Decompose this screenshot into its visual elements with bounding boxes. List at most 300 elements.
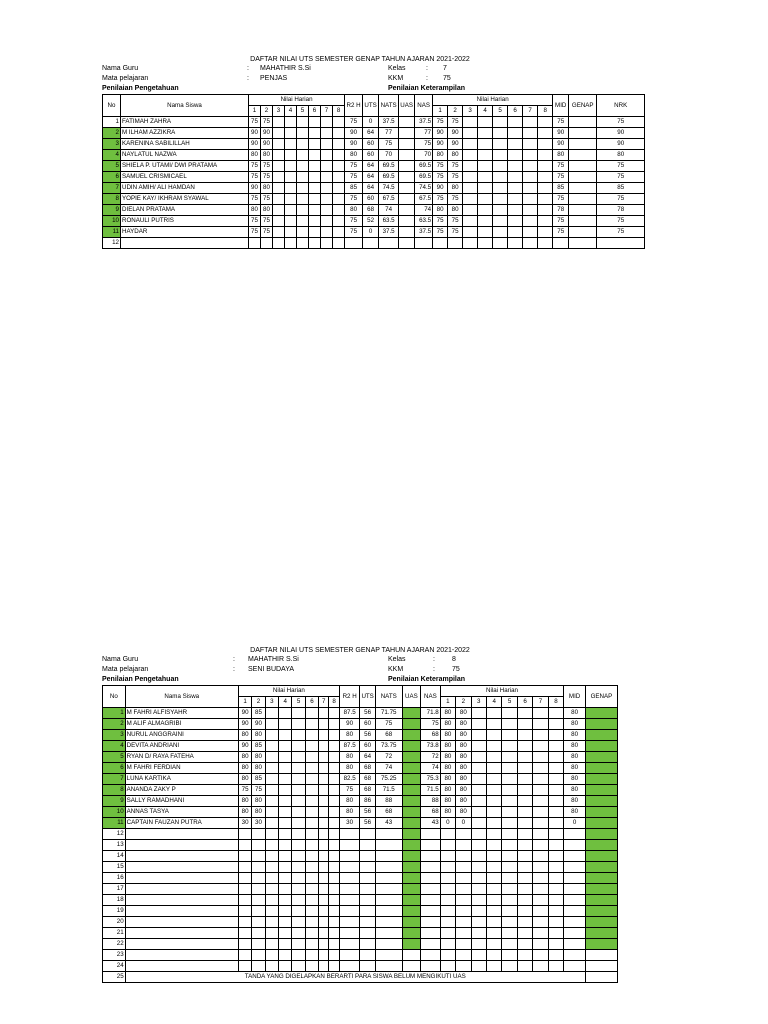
keterampilan-cell: 75	[433, 227, 448, 238]
keterampilan-cell	[508, 238, 523, 249]
keterampilan-cell	[502, 928, 517, 939]
nrk-cell: 75	[597, 216, 645, 227]
keterampilan-cell	[533, 785, 548, 796]
nilai-harian-cell	[321, 194, 333, 205]
table-row	[103, 216, 645, 227]
nilai-harian-cell	[297, 216, 309, 227]
r2h-cell: 80	[345, 205, 363, 216]
nilai-harian-cell	[319, 730, 329, 741]
nilai-harian-cell	[265, 774, 278, 785]
r2h-cell: 85	[345, 183, 363, 194]
uts-cell	[360, 873, 375, 884]
mid-cell: 80	[564, 807, 586, 818]
uts-cell: 86	[360, 796, 375, 807]
sheet-penjas	[102, 55, 628, 249]
uas-cell	[402, 851, 421, 862]
nats-cell: 37.5	[379, 117, 399, 128]
nilai-harian-cell	[319, 862, 329, 873]
keterampilan-cell	[502, 906, 517, 917]
keterampilan-cell	[533, 708, 548, 719]
keterampilan-cell	[440, 840, 455, 851]
guru-name: MAHATHIR S.Si	[248, 656, 299, 663]
nilai-harian-cell: 90	[261, 139, 273, 150]
header-day-7: 7	[321, 106, 333, 117]
keterampilan-cell	[493, 183, 508, 194]
nilai-harian-cell	[329, 895, 339, 906]
nilai-harian-cell	[252, 939, 265, 950]
nilai-harian-cell	[265, 719, 278, 730]
header-day-6: 6	[305, 697, 318, 708]
keterampilan-cell	[463, 227, 478, 238]
keterampilan-cell	[448, 238, 463, 249]
r2h-cell: 90	[339, 719, 360, 730]
nas-cell: 70	[415, 150, 433, 161]
keterampilan-cell	[533, 862, 548, 873]
nats-cell	[375, 851, 402, 862]
student-name	[125, 884, 238, 895]
nilai-harian-cell: 80	[238, 796, 251, 807]
keterampilan-cell	[502, 741, 517, 752]
nilai-harian-cell	[285, 227, 297, 238]
grade-table-penjas	[102, 94, 645, 249]
mid-cell	[564, 829, 586, 840]
r2h-cell	[339, 873, 360, 884]
keterampilan-cell	[548, 785, 564, 796]
uas-cell	[402, 884, 421, 895]
row-number: 3	[103, 139, 121, 150]
mid-cell	[564, 851, 586, 862]
keterampilan-cell	[523, 161, 538, 172]
nilai-harian-cell	[279, 796, 292, 807]
nilai-harian-cell	[285, 161, 297, 172]
uts-cell	[360, 829, 375, 840]
nilai-harian-cell	[252, 895, 265, 906]
nilai-harian-cell	[292, 719, 305, 730]
keterampilan-cell: 80	[448, 183, 463, 194]
nilai-harian-cell	[297, 172, 309, 183]
keterampilan-cell: 80	[456, 763, 471, 774]
keterampilan-cell	[548, 961, 564, 972]
keterampilan-cell	[487, 763, 502, 774]
uts-cell: 68	[360, 785, 375, 796]
nilai-harian-cell	[292, 906, 305, 917]
nilai-harian-cell	[279, 851, 292, 862]
keterampilan-cell	[508, 128, 523, 139]
nilai-harian-cell: 75	[238, 785, 251, 796]
keterampilan-cell	[533, 840, 548, 851]
keterampilan-cell	[471, 774, 486, 785]
nilai-harian-cell	[292, 961, 305, 972]
uts-cell	[360, 961, 375, 972]
mid-cell	[564, 895, 586, 906]
keterampilan-cell	[502, 785, 517, 796]
nilai-harian-cell	[305, 906, 318, 917]
keterampilan-cell: 75	[448, 117, 463, 128]
keterampilan-cell	[517, 774, 532, 785]
nilai-harian-cell	[273, 117, 285, 128]
keterampilan-cell	[456, 862, 471, 873]
keterampilan-cell	[508, 194, 523, 205]
colon: :	[233, 666, 235, 673]
mid-cell	[564, 862, 586, 873]
nilai-harian-cell: 85	[252, 774, 265, 785]
nilai-harian-cell	[273, 161, 285, 172]
nilai-harian-cell	[279, 818, 292, 829]
keterampilan-cell	[538, 128, 553, 139]
keterampilan-cell	[502, 829, 517, 840]
keterampilan-cell	[502, 950, 517, 961]
mid-cell: 75	[553, 172, 569, 183]
keterampilan-cell	[440, 950, 455, 961]
student-name: HAYDAR	[121, 227, 249, 238]
keterampilan-cell	[517, 763, 532, 774]
nilai-harian-cell	[297, 205, 309, 216]
uts-cell: 60	[360, 719, 375, 730]
header-genap: GENAP	[569, 95, 597, 117]
keterampilan-cell: 80	[456, 796, 471, 807]
nilai-harian-cell	[279, 873, 292, 884]
table-row	[103, 128, 645, 139]
header-genap: GENAP	[585, 686, 617, 708]
mid-cell	[564, 950, 586, 961]
row-number: 24	[103, 961, 126, 972]
keterampilan-cell: 80	[456, 807, 471, 818]
nilai-harian-cell	[305, 807, 318, 818]
keterampilan-cell	[463, 161, 478, 172]
genap-cell	[585, 752, 617, 763]
nilai-harian-cell	[329, 708, 339, 719]
nilai-harian-cell	[252, 873, 265, 884]
nas-cell	[421, 851, 441, 862]
keterampilan-cell	[471, 884, 486, 895]
nilai-harian-cell	[297, 238, 309, 249]
nilai-harian-cell	[273, 139, 285, 150]
keterampilan-cell	[533, 950, 548, 961]
table-row	[103, 139, 645, 150]
uts-cell: 60	[363, 194, 379, 205]
nilai-harian-cell	[319, 807, 329, 818]
keterampilan-cell	[493, 117, 508, 128]
nilai-harian-cell	[238, 884, 251, 895]
table-row	[103, 719, 618, 730]
keterampilan-cell	[463, 172, 478, 183]
keterampilan-cell	[533, 829, 548, 840]
row-number: 14	[103, 851, 126, 862]
header-day-2: 2	[448, 106, 463, 117]
keterampilan-cell: 80	[440, 785, 455, 796]
nilai-harian-cell	[238, 950, 251, 961]
nilai-harian-cell	[333, 139, 345, 150]
nilai-harian-cell	[329, 741, 339, 752]
keterampilan-cell	[548, 807, 564, 818]
uts-cell: 68	[360, 774, 375, 785]
nilai-harian-cell	[292, 774, 305, 785]
r2h-cell: 75	[345, 172, 363, 183]
nats-cell	[375, 873, 402, 884]
table-row	[103, 150, 645, 161]
nilai-harian-cell	[321, 117, 333, 128]
nas-cell: 74	[421, 763, 441, 774]
sheet2-meta-row2	[102, 665, 618, 675]
nilai-harian-cell	[329, 961, 339, 972]
genap-cell	[585, 906, 617, 917]
genap-cell	[585, 785, 617, 796]
nilai-harian-cell	[252, 917, 265, 928]
student-name	[125, 928, 238, 939]
uts-cell	[360, 884, 375, 895]
nats-cell: 75	[379, 139, 399, 150]
nilai-harian-cell	[319, 774, 329, 785]
nilai-harian-cell	[329, 774, 339, 785]
nilai-harian-cell	[285, 216, 297, 227]
nilai-harian-cell	[321, 128, 333, 139]
keterampilan-cell	[487, 752, 502, 763]
nilai-harian-cell	[279, 774, 292, 785]
table-row	[103, 840, 618, 851]
keterampilan-cell	[517, 785, 532, 796]
nats-cell: 70	[379, 150, 399, 161]
nilai-harian-cell: 75	[261, 227, 273, 238]
nilai-harian-cell	[333, 150, 345, 161]
keterampilan-cell	[502, 884, 517, 895]
keterampilan-cell	[538, 161, 553, 172]
keterampilan-cell	[533, 796, 548, 807]
uts-cell: 56	[360, 730, 375, 741]
header-day-8: 8	[538, 106, 553, 117]
keterampilan-cell	[508, 139, 523, 150]
genap-cell	[585, 807, 617, 818]
student-name: CAPTAIN FAUZAN PUTRA	[125, 818, 238, 829]
keterampilan-cell: 80	[448, 150, 463, 161]
keterampilan-cell	[471, 895, 486, 906]
nilai-harian-cell: 90	[249, 128, 261, 139]
nilai-harian-cell	[319, 873, 329, 884]
genap-cell	[569, 194, 597, 205]
nilai-harian-cell	[319, 928, 329, 939]
table-row	[103, 752, 618, 763]
r2h-cell	[339, 829, 360, 840]
sheet2-section-row	[102, 675, 618, 685]
keterampilan-cell	[456, 961, 471, 972]
genap-cell	[585, 950, 617, 961]
nilai-harian-cell	[305, 730, 318, 741]
uts-cell	[360, 851, 375, 862]
row-number: 7	[103, 774, 126, 785]
keterampilan-cell: 90	[448, 128, 463, 139]
student-name: M ILHAM AZZIKRA	[121, 128, 249, 139]
nilai-harian-cell	[329, 763, 339, 774]
row-number: 8	[103, 194, 121, 205]
row-number: 12	[103, 829, 126, 840]
keterampilan-cell	[548, 774, 564, 785]
keterampilan-cell	[471, 796, 486, 807]
nilai-harian-cell	[333, 205, 345, 216]
nilai-harian-cell	[309, 128, 321, 139]
header-day-4: 4	[487, 697, 502, 708]
keterampilan-cell	[533, 928, 548, 939]
row-number: 7	[103, 183, 121, 194]
keterampilan-cell	[523, 194, 538, 205]
keterampilan-cell	[548, 752, 564, 763]
uas-cell	[402, 895, 421, 906]
nrk-cell: 75	[597, 117, 645, 128]
nilai-harian-cell: 80	[238, 774, 251, 785]
keterampilan-cell	[533, 752, 548, 763]
keterampilan-cell	[440, 829, 455, 840]
table-row	[103, 950, 618, 961]
nilai-harian-cell	[265, 752, 278, 763]
student-name: NAYLATUL NAZWA	[121, 150, 249, 161]
keterampilan-cell	[471, 708, 486, 719]
nats-cell: 63.5	[379, 216, 399, 227]
genap-cell	[569, 183, 597, 194]
uts-cell	[360, 895, 375, 906]
mapel-value: SENI BUDAYA	[248, 666, 295, 673]
keterampilan-cell: 75	[448, 216, 463, 227]
mid-cell: 80	[564, 730, 586, 741]
nilai-harian-cell	[321, 183, 333, 194]
genap-cell	[585, 939, 617, 950]
nilai-harian-cell: 90	[249, 183, 261, 194]
nas-cell: 88	[421, 796, 441, 807]
nilai-harian-cell	[329, 730, 339, 741]
nilai-harian-cell	[305, 763, 318, 774]
table-row	[103, 862, 618, 873]
genap-cell	[585, 917, 617, 928]
table-row	[103, 741, 618, 752]
nas-cell: 75.3	[421, 774, 441, 785]
keterampilan-cell: 75	[433, 161, 448, 172]
nilai-harian-cell	[279, 961, 292, 972]
keterampilan-cell: 80	[440, 774, 455, 785]
nilai-harian-cell	[292, 895, 305, 906]
keterampilan-cell	[517, 796, 532, 807]
genap-cell	[569, 227, 597, 238]
nats-cell	[375, 840, 402, 851]
keterampilan-cell	[471, 730, 486, 741]
header-day-1: 1	[440, 697, 455, 708]
nilai-harian-cell: 90	[238, 708, 251, 719]
uts-cell	[360, 950, 375, 961]
header-day-2: 2	[261, 106, 273, 117]
nilai-harian-cell	[252, 950, 265, 961]
table-row	[103, 708, 618, 719]
header-mid: MID	[553, 95, 569, 117]
nats-cell	[375, 829, 402, 840]
nilai-harian-cell	[292, 851, 305, 862]
nilai-harian-cell: 80	[238, 807, 251, 818]
keterampilan-cell	[456, 906, 471, 917]
nilai-harian-cell	[305, 939, 318, 950]
header-day-3: 3	[265, 697, 278, 708]
nilai-harian-cell	[309, 216, 321, 227]
keterampilan-cell: 80	[440, 730, 455, 741]
nats-cell	[375, 917, 402, 928]
header-uas: UAS	[399, 95, 415, 117]
keterampilan-cell	[463, 238, 478, 249]
r2h-cell: 90	[345, 128, 363, 139]
nrk-cell: 80	[597, 150, 645, 161]
keterampilan-cell	[487, 950, 502, 961]
student-name: RONAULI PUTRIS	[121, 216, 249, 227]
keterampilan-cell	[487, 818, 502, 829]
keterampilan-cell	[478, 183, 493, 194]
mid-cell	[564, 928, 586, 939]
keterampilan-cell	[471, 807, 486, 818]
table-row	[103, 194, 645, 205]
table-row-note	[103, 972, 618, 983]
nas-cell: 69.5	[415, 172, 433, 183]
keterampilan-cell	[502, 862, 517, 873]
uas-cell	[399, 172, 415, 183]
keterampilan-cell	[471, 818, 486, 829]
nats-cell: 68	[375, 730, 402, 741]
mid-cell: 75	[553, 216, 569, 227]
nilai-harian-cell	[265, 741, 278, 752]
r2h-cell: 80	[339, 807, 360, 818]
genap-cell	[585, 719, 617, 730]
table-row	[103, 829, 618, 840]
keterampilan-cell	[533, 873, 548, 884]
keterampilan-cell	[471, 840, 486, 851]
mid-cell: 78	[553, 205, 569, 216]
keterampilan-cell	[523, 227, 538, 238]
nrk-cell: 85	[597, 183, 645, 194]
nilai-harian-cell: 90	[238, 719, 251, 730]
nilai-harian-cell	[265, 818, 278, 829]
r2h-cell: 80	[339, 763, 360, 774]
nilai-harian-cell	[333, 117, 345, 128]
keterampilan-cell	[548, 939, 564, 950]
nilai-harian-cell: 30	[252, 818, 265, 829]
header-nilai-harian-k: Nilai Harian	[440, 686, 564, 697]
keterampilan-cell	[456, 884, 471, 895]
genap-cell	[569, 161, 597, 172]
nilai-harian-cell	[292, 741, 305, 752]
keterampilan-cell	[508, 205, 523, 216]
keterampilan-cell	[508, 172, 523, 183]
nas-cell: 37.5	[415, 117, 433, 128]
nilai-harian-cell	[319, 752, 329, 763]
mid-cell: 75	[553, 117, 569, 128]
nas-cell: 72	[421, 752, 441, 763]
row-number: 4	[103, 741, 126, 752]
keterampilan-cell	[508, 117, 523, 128]
nilai-harian-cell	[319, 961, 329, 972]
r2h-cell: 82.5	[339, 774, 360, 785]
student-name	[125, 961, 238, 972]
uas-cell	[402, 950, 421, 961]
keterampilan-cell	[433, 238, 448, 249]
nilai-harian-cell	[309, 227, 321, 238]
nats-cell	[375, 884, 402, 895]
keterampilan-cell	[440, 917, 455, 928]
nas-cell: 75	[415, 139, 433, 150]
keterampilan-cell: 75	[448, 194, 463, 205]
nats-cell: 77	[379, 128, 399, 139]
table-row	[103, 785, 618, 796]
uas-cell	[399, 161, 415, 172]
sheet1-meta-row2	[102, 74, 618, 84]
nas-cell: 68	[421, 730, 441, 741]
nilai-harian-cell	[319, 950, 329, 961]
nilai-harian-cell	[309, 117, 321, 128]
nas-cell: 71.5	[421, 785, 441, 796]
nilai-harian-cell	[305, 950, 318, 961]
keterampilan-cell	[502, 752, 517, 763]
nilai-harian-cell	[265, 917, 278, 928]
nilai-harian-cell: 80	[252, 807, 265, 818]
